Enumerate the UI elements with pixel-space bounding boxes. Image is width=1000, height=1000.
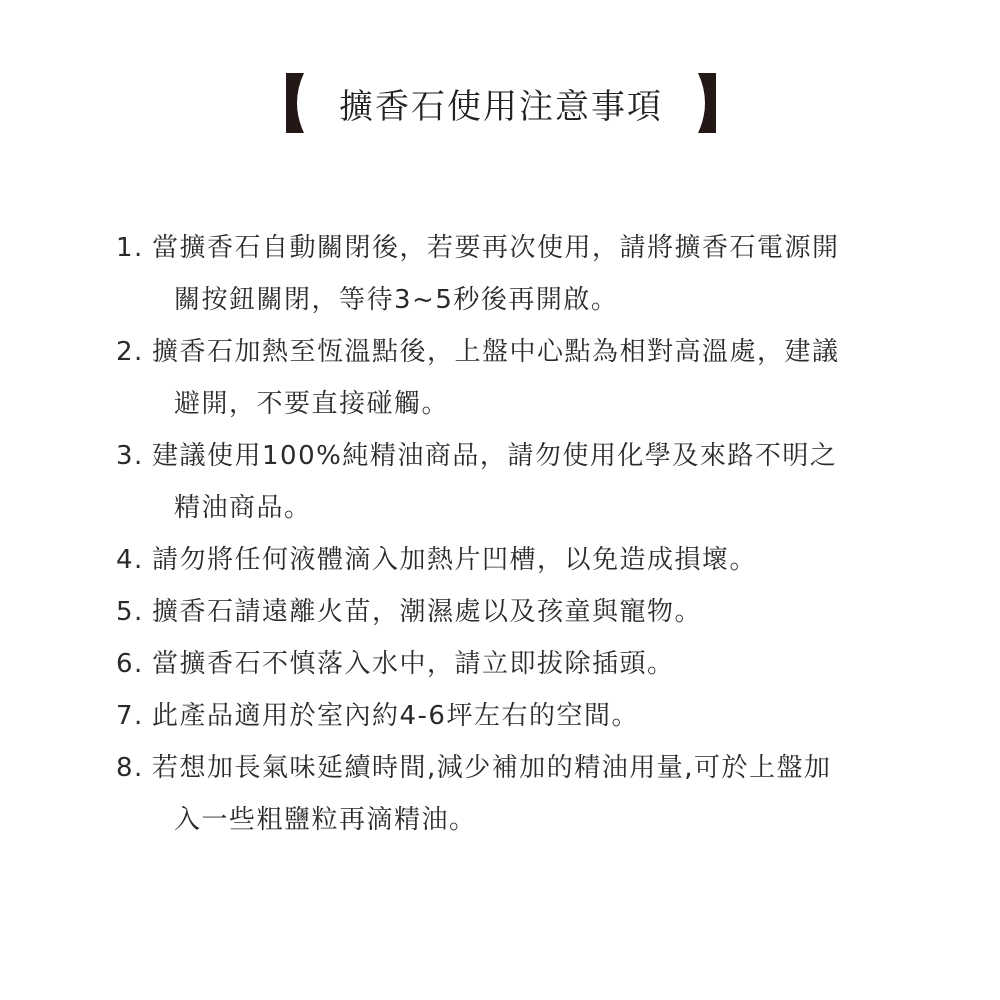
item-number: 8. [116,753,144,783]
item-line: 擴香石加熱至恆溫點後，上盤中心點為相對高溫處，建議 [152,337,840,367]
item-line: 精油商品。 [174,493,312,523]
notice-item-7 [116,690,916,742]
notice-item-6 [116,638,916,690]
item-number: 1. [116,233,144,263]
notice-item-2 [116,326,916,430]
item-number: 5. [116,597,144,627]
item-line: 若想加長氣味延續時間,減少補加的精油用量,可於上盤加 [152,753,832,783]
item-line: 當擴香石不慎落入水中，請立即拔除插頭。 [152,649,675,679]
item-number: 6. [116,649,144,679]
item-number: 2. [116,337,144,367]
page-title-block [286,72,716,134]
item-line: 此產品適用於室內約4-6坪左右的空間。 [152,701,639,731]
notice-item-4 [116,534,916,586]
notice-item-3 [116,430,916,534]
item-line: 建議使用100%純精油商品，請勿使用化學及來路不明之 [152,441,838,471]
item-number: 7. [116,701,144,731]
item-line: 請勿將任何液體滴入加熱片凹槽，以免造成損壞。 [152,545,758,575]
item-line: 避開，不要直接碰觸。 [174,389,450,419]
notice-item-1 [116,222,916,326]
right-bracket-icon [698,73,716,133]
left-bracket-icon [286,73,304,133]
item-line: 入一些粗鹽粒再滴精油。 [174,805,477,835]
item-number: 3. [116,441,144,471]
item-line: 關按鈕關閉，等待3~5秒後再開啟。 [174,285,619,315]
notice-list [116,222,916,846]
notice-item-8 [116,742,916,846]
item-line: 當擴香石自動關閉後，若要再次使用，請將擴香石電源開 [152,233,840,263]
page-title: 擴香石使用注意事項 [339,86,663,127]
item-line: 擴香石請遠離火苗，潮濕處以及孩童與寵物。 [152,597,703,627]
notice-item-5 [116,586,916,638]
item-number: 4. [116,545,144,575]
